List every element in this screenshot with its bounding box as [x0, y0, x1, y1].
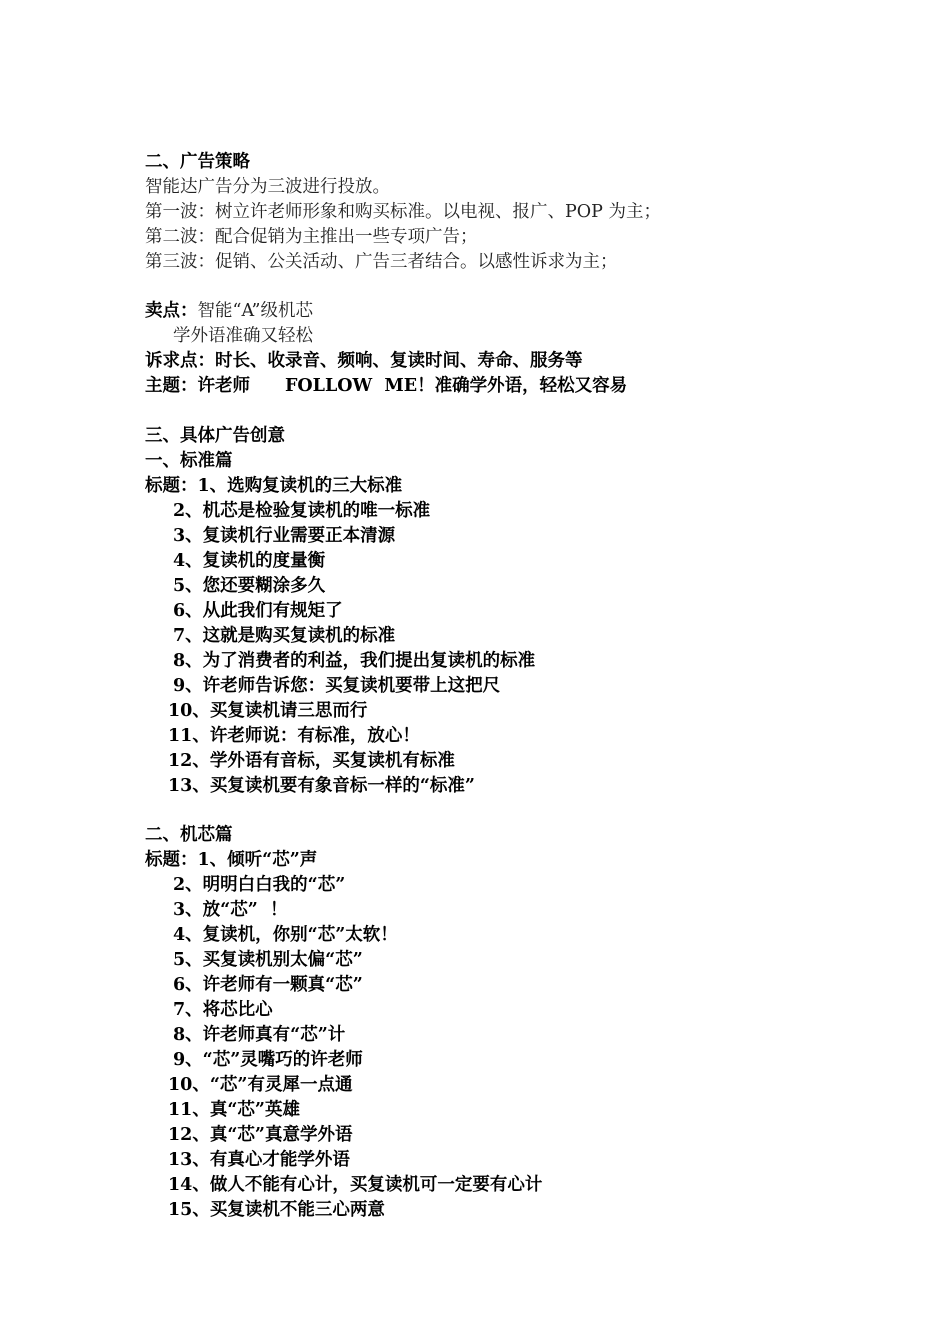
wave-3: 第三波：促销、公关活动、广告三者结合。以感性诉求为主；	[145, 252, 618, 272]
selling-point-2: 学外语准确又轻松	[173, 326, 313, 346]
list-item: 6、从此我们有规矩了	[173, 601, 343, 621]
list-item: 2、明明白白我的“芯”	[173, 875, 346, 895]
list-item: 13、买复读机要有象音标一样的“标准”	[168, 776, 475, 796]
strategy-intro: 智能达广告分为三波进行投放。	[145, 177, 390, 197]
core-title-label: 标题：	[145, 850, 198, 870]
list-item: 9、“芯”灵嘴巧的许老师	[173, 1050, 363, 1070]
standard-title-line	[145, 474, 402, 499]
list-item: 5、买复读机别太偏“芯”	[173, 950, 363, 970]
section-heading-creative: 三、具体广告创意	[145, 426, 285, 446]
list-item: 10、买复读机请三思而行	[168, 701, 368, 721]
list-item: 4、复读机的度量衡	[173, 551, 326, 571]
list-item: 11、真“芯”英雄	[168, 1100, 300, 1120]
list-item: 5、您还要糊涂多久	[173, 576, 326, 596]
list-item: 3、复读机行业需要正本清源	[173, 526, 396, 546]
list-item: 1、选购复读机的三大标准	[197, 476, 403, 496]
wave-2: 第二波：配合促销为主推出一些专项广告；	[145, 227, 478, 247]
list-item: 4、复读机，你别“芯”太软！	[173, 925, 398, 945]
theme-line: 主题：许老师 FOLLOW ME！准确学外语，轻松又容易	[145, 376, 628, 396]
appeal-points: 诉求点：时长、收录音、频响、复读时间、寿命、服务等	[145, 351, 583, 371]
selling-point-line-1	[145, 299, 313, 324]
section-heading-strategy: 二、广告策略	[145, 152, 250, 172]
core-title-line	[145, 848, 317, 873]
list-item: 13、有真心才能学外语	[168, 1150, 350, 1170]
selling-point-1: 智能“A”级机芯	[197, 301, 313, 321]
list-item: 8、为了消费者的利益，我们提出复读机的标准	[173, 651, 536, 671]
list-item: 14、做人不能有心计，买复读机可一定要有心计	[168, 1175, 543, 1195]
standard-heading: 一、标准篇	[145, 451, 233, 471]
list-item: 8、许老师真有“芯”计	[173, 1025, 346, 1045]
list-item: 15、买复读机不能三心两意	[168, 1200, 385, 1220]
list-item: 2、机芯是检验复读机的唯一标准	[173, 501, 431, 521]
list-item: 12、真“芯”真意学外语	[168, 1125, 353, 1145]
list-item: 9、许老师告诉您：买复读机要带上这把尺	[173, 676, 501, 696]
list-item: 1、倾听“芯”声	[197, 850, 318, 870]
list-item: 7、将芯比心	[173, 1000, 273, 1020]
list-item: 7、这就是购买复读机的标准	[173, 626, 396, 646]
standard-title-label: 标题：	[145, 476, 198, 496]
list-item: 10、“芯”有灵犀一点通	[168, 1075, 353, 1095]
list-item: 12、学外语有音标，买复读机有标准	[168, 751, 455, 771]
list-item: 6、许老师有一颗真“芯”	[173, 975, 363, 995]
core-heading: 二、机芯篇	[145, 825, 233, 845]
list-item: 11、许老师说：有标准，放心！	[168, 726, 420, 746]
wave-1: 第一波：树立许老师形象和购买标准。以电视、报广、POP 为主；	[145, 202, 661, 222]
list-item: 3、放“芯” ！	[173, 900, 288, 920]
selling-point-label: 卖点：	[145, 301, 198, 321]
